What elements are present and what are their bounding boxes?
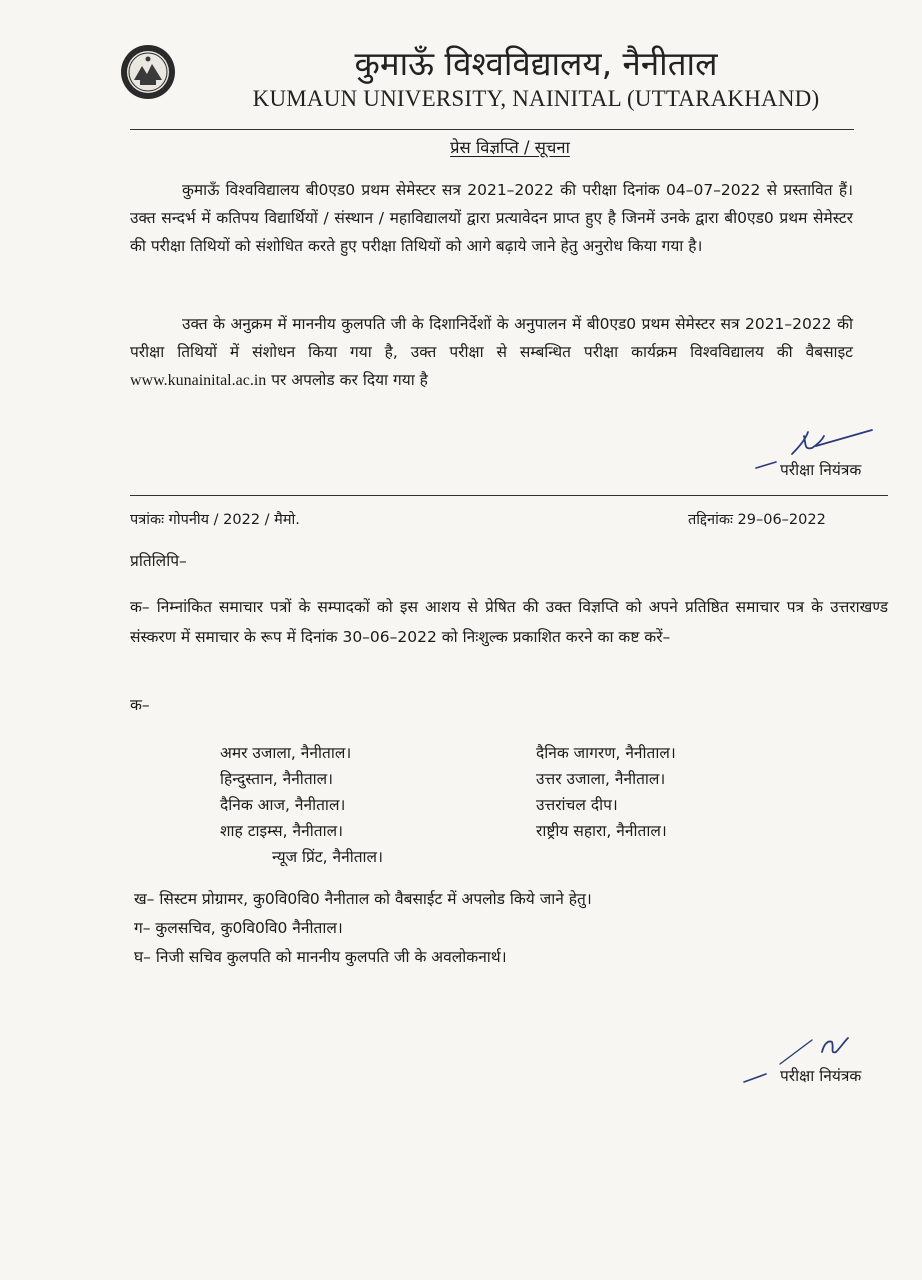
newspaper-item: न्यूज प्रिंट, नैनीताल। <box>272 848 383 866</box>
newspaper-item: हिन्दुस्तान, नैनीताल। <box>220 770 334 788</box>
university-seal-icon <box>120 44 176 100</box>
copy-label: प्रतिलिपि– <box>130 552 187 570</box>
copy-item: ग– कुलसचिव, कु0वि0वि0 नैनीताल। <box>134 919 343 937</box>
newspaper-item: दैनिक आज, नैनीताल। <box>220 796 346 814</box>
newspaper-item: दैनिक जागरण, नैनीताल। <box>536 744 676 762</box>
copy-item: घ– निजी सचिव कुलपति को माननीय कुलपति जी के अवलोकनार्थ। <box>134 948 507 966</box>
copy-item: ख– सिस्टम प्रोग्रामर, कु0वि0वि0 नैनीताल को वैबसाईट में अपलोड किये जाने हेतु। <box>134 890 592 908</box>
paragraph-2-text: उक्त के अनुक्रम में माननीय कुलपति जी के दिशानिर्देशों के अनुपालन में बी0एड0 प्रथम सेमेस्टर सत्र 2021–2022 की परीक्षा तिथियों में संशोधन किया गया है, उक्त परीक्षा से सम्बन्धित परीक्षा कार्यक्रम विश्वविद्यालय की वैबसाइट <box>130 315 853 361</box>
notice-paragraph-1: कुमाऊँ विश्वविद्यालय बी0एड0 प्रथम सेमेस्टर सत्र 2021–2022 की परीक्षा दिनांक 04–07–2022 से प्रस्तावित हैं। उक्त सन्दर्भ में कतिपय विद्यार्थियों / संस्थान / महाविद्यालयों द्वारा प्रत्यावेदन प्राप्त हुए है जिनमें उनके द्वारा बी0एड0 प्रथम सेमेस्टर की परीक्षा तिथियों को संशोधित करते हुए परीक्षा तिथियों को आगे बढ़ाये जाने हेतु अनुरोध किया गया है। <box>130 181 853 255</box>
university-name-hindi: कुमाऊँ विश्वविद्यालय, नैनीताल <box>354 44 718 83</box>
memo-date: तद्दिनांकः 29–06–2022 <box>688 512 826 528</box>
website-url: www.kunainital.ac.in <box>130 372 267 389</box>
newspaper-item: शाह टाइम्स, नैनीताल। <box>220 822 343 840</box>
sub-label: क– <box>130 696 150 714</box>
notice-paragraph-2 <box>130 310 853 395</box>
memo-divider <box>130 495 888 496</box>
signatory-label-2: परीक्षा नियंत्रक <box>780 1067 862 1085</box>
newspaper-item: राष्ट्रीय सहारा, नैनीताल। <box>536 822 667 840</box>
notice-heading: प्रेस विज्ञप्ति / सूचना <box>450 138 570 157</box>
instruction-paragraph: क– निम्नांकित समाचार पत्रों के सम्पादकों को इस आशय से प्रेषित की उक्त विज्ञप्ति को अपने प्रतिष्ठित समाचार पत्र के उत्तराखण्ड संस्करण में समाचार के रूप में दिनांक 30–06–2022 को निःशुल्क प्रकाशित करने का कष्ट करें– <box>130 598 888 646</box>
paragraph-2-tail: पर अपलोड कर दिया गया है <box>266 371 428 389</box>
header-divider <box>130 129 854 130</box>
newspaper-item: उत्तर उजाला, नैनीताल। <box>536 770 666 788</box>
newspaper-item: उत्तरांचल दीप। <box>536 796 618 814</box>
signatory-label-1: परीक्षा नियंत्रक <box>780 461 862 479</box>
reference-number: पत्रांकः गोपनीय / 2022 / मैमो. <box>130 512 300 528</box>
university-name-english: KUMAUN UNIVERSITY, NAINITAL (UTTARAKHAND) <box>252 86 820 111</box>
newspaper-item: अमर उजाला, नैनीताल। <box>220 744 352 762</box>
